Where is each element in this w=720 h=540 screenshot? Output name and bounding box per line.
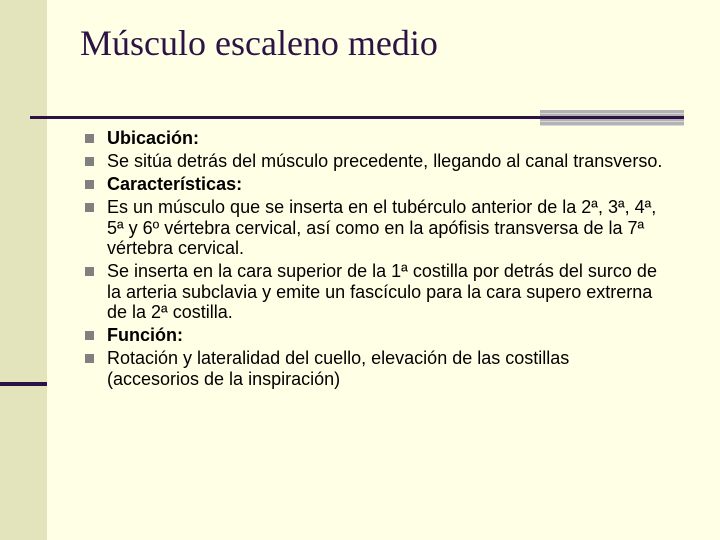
square-bullet-icon	[85, 157, 94, 166]
bullet-list	[85, 128, 665, 392]
title-rule	[30, 116, 684, 119]
square-bullet-icon	[85, 331, 94, 340]
bullet-item	[85, 151, 665, 172]
bullet-item	[85, 128, 665, 149]
side-band-mark	[0, 382, 47, 386]
square-bullet-icon	[85, 134, 94, 143]
slide-title: Músculo escaleno medio	[80, 23, 438, 63]
bullet-item	[85, 197, 665, 259]
bullet-text: Rotación y lateralidad del cuello, elevación de las costillas (accesorios de la inspiración)	[107, 348, 570, 389]
side-band	[0, 0, 47, 540]
bullet-text: Es un músculo que se inserta en el tubérculo anterior de la 2ª, 3ª, 4ª, 5ª y 6º vértebra cervical, así como en la apófisis transversa de la 7ª vértebra cervical.	[107, 197, 657, 258]
square-bullet-icon	[85, 354, 94, 363]
bullet-text: Características:	[107, 174, 243, 194]
square-bullet-icon	[85, 180, 94, 189]
square-bullet-icon	[85, 203, 94, 212]
bullet-text: Función:	[107, 325, 183, 345]
square-bullet-icon	[85, 267, 94, 276]
bullet-item	[85, 261, 665, 323]
bullet-text: Ubicación:	[107, 128, 200, 148]
bullet-item	[85, 174, 665, 195]
bullet-text: Se inserta en la cara superior de la 1ª costilla por detrás del surco de la arteria subclavia y emite un fascículo para la cara supero extrerna de la 2ª costilla.	[107, 261, 657, 322]
bullet-text: Se sitúa detrás del músculo precedente, llegando al canal transverso.	[107, 151, 663, 171]
bullet-item	[85, 325, 665, 346]
bullet-item	[85, 348, 665, 389]
